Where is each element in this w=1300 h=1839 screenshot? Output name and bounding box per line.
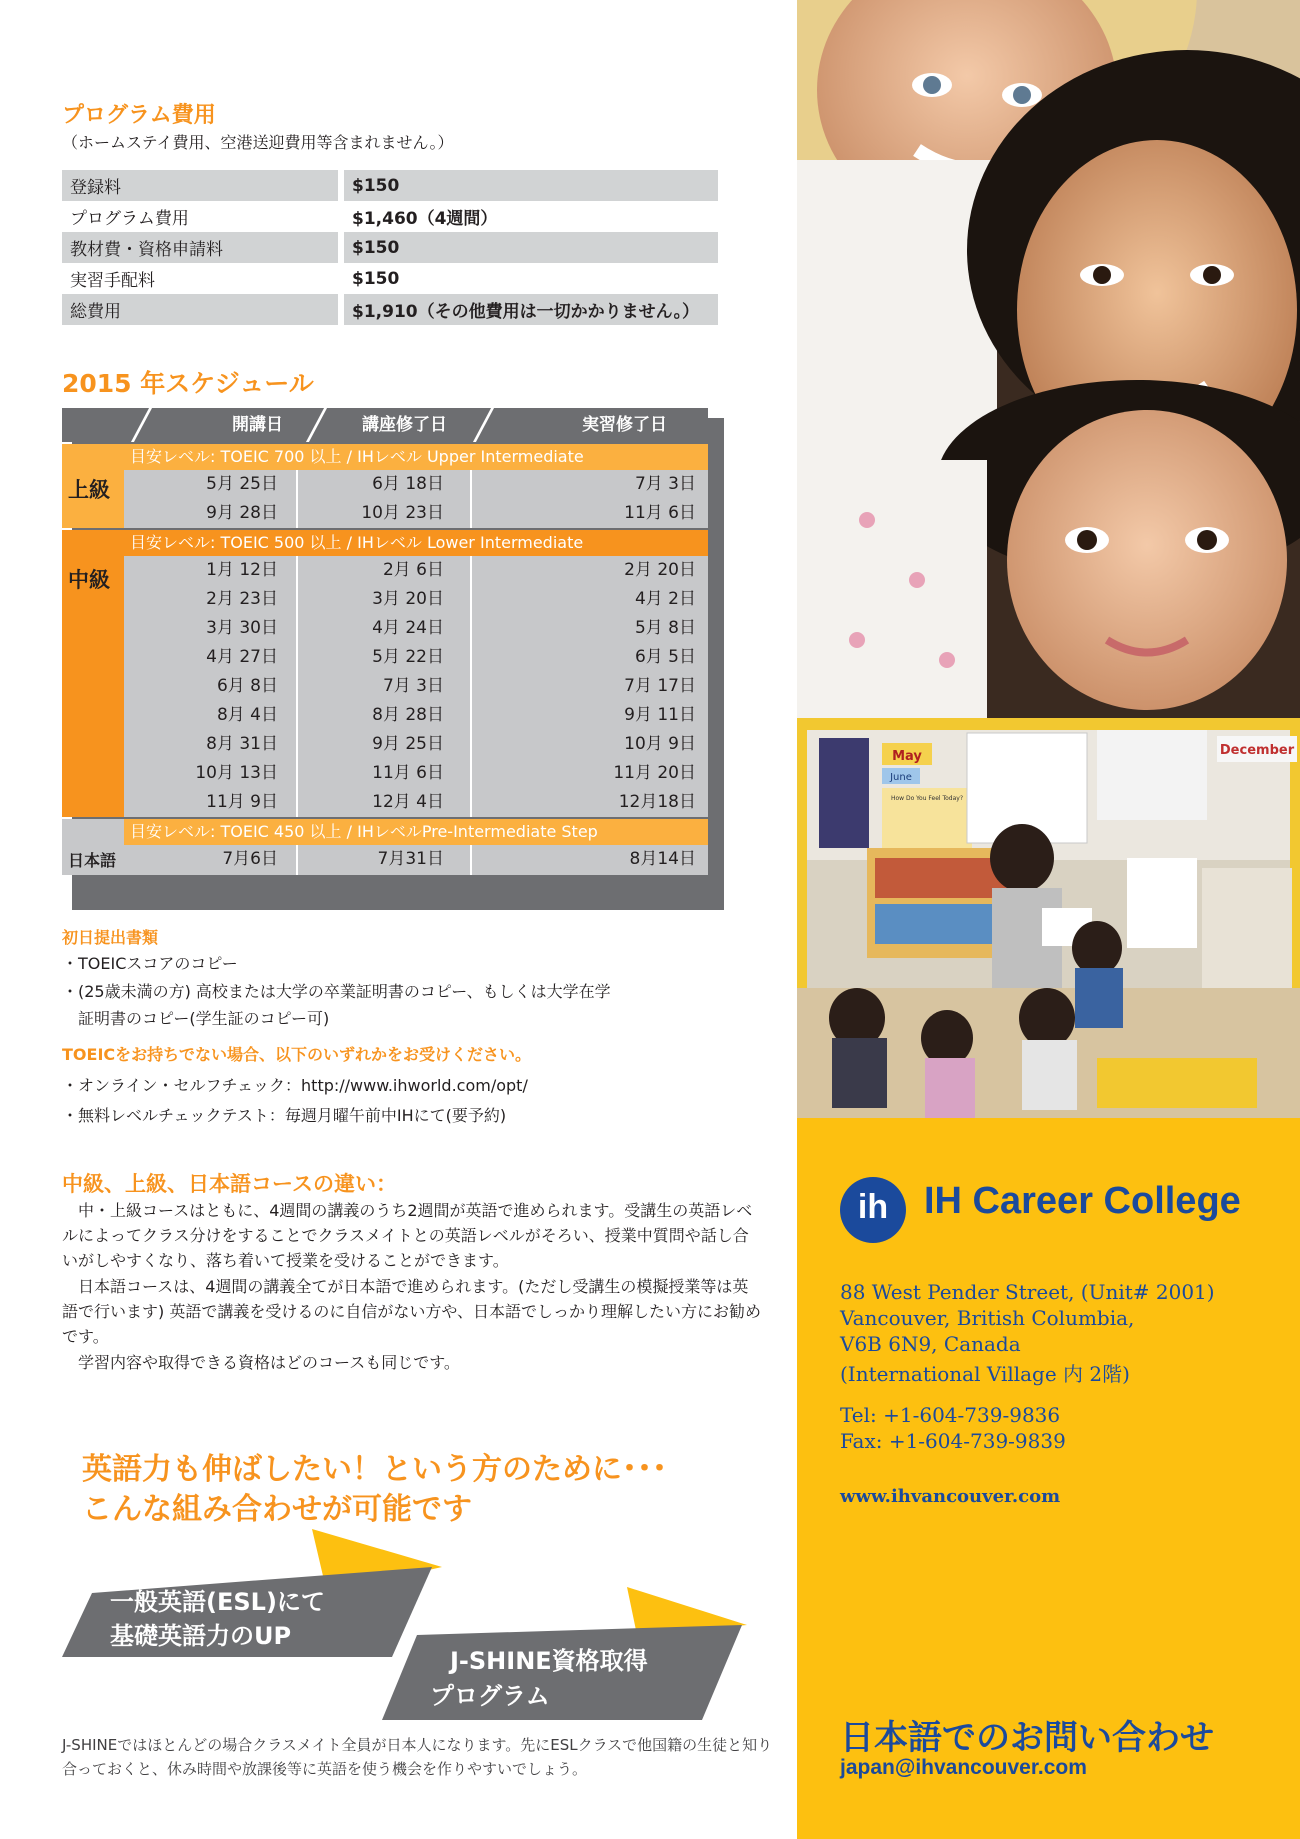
table-row xyxy=(124,759,708,788)
practicum-end-date: 11月 20日 xyxy=(613,763,696,783)
practicum-end-date: 6月 5日 xyxy=(634,647,696,667)
fee-value: $150 xyxy=(344,170,718,201)
fax: Fax: +1-604-739-9839 xyxy=(840,1429,1066,1453)
start-date: 4月 27日 xyxy=(206,647,278,667)
practicum-end-date: 7月 17日 xyxy=(624,676,696,696)
table-row xyxy=(124,701,708,730)
documents-title: 初日提出書類 xyxy=(62,928,159,947)
level-band: 目安レベル: TOEIC 700 以上 / IHレベル Upper Intermediate xyxy=(124,444,708,470)
start-date: 7月6日 xyxy=(222,849,278,869)
list-item: ・(25歳未満の方) 高校または大学の卒業証明書のコピー、もしくは大学在学 xyxy=(62,982,611,1001)
start-date: 10月 13日 xyxy=(195,763,278,783)
start-date: 1月 12日 xyxy=(206,560,278,580)
table-row xyxy=(124,845,708,874)
fee-label: 総費用 xyxy=(62,294,344,325)
table-row xyxy=(62,170,718,201)
address-line: V6B 6N9, Canada xyxy=(840,1332,1021,1356)
header-start: 開講日 xyxy=(232,415,283,435)
table-row xyxy=(62,232,718,263)
practicum-end-date: 11月 6日 xyxy=(624,503,696,523)
practicum-end-date: 12月18日 xyxy=(618,792,696,812)
lecture-end-date: 11月 6日 xyxy=(372,763,444,783)
lecture-end-date: 5月 22日 xyxy=(372,647,444,667)
schedule-title: 2015 年スケジュール xyxy=(62,369,314,398)
practicum-end-date: 7月 3日 xyxy=(634,474,696,494)
table-row xyxy=(62,201,718,232)
start-date: 8月 31日 xyxy=(206,734,278,754)
japanese-inquiry-title: 日本語でのお問い合わせ xyxy=(840,1718,1214,1758)
poster-may: May xyxy=(892,749,922,764)
level-label: 中級 xyxy=(68,568,110,592)
table-row xyxy=(62,294,718,325)
table-row xyxy=(124,730,708,759)
table-row xyxy=(124,788,708,817)
practicum-end-date: 8月14日 xyxy=(629,849,696,869)
lecture-end-date: 2月 6日 xyxy=(382,560,444,580)
fee-label: 実習手配料 xyxy=(62,263,344,294)
table-row xyxy=(124,556,708,585)
lecture-end-date: 10月 23日 xyxy=(361,503,444,523)
classroom-photo xyxy=(797,718,1300,1118)
fees-title: プログラム費用 xyxy=(62,103,216,128)
footnote: J-SHINEではほとんどの場合クラスメイト全員が日本人になります。先にESLクラスで他国籍の生徒と知り合っておくと、休み時間や放課後等に英語を使う機会を作りやすいでしょう。 xyxy=(62,1736,773,1778)
level-rows xyxy=(124,556,708,817)
practicum-end-date: 5月 8日 xyxy=(634,618,696,638)
arrow1-line2: 基礎英語力のUP xyxy=(110,1622,292,1650)
address-line: 88 West Pender Street, (Unit# 2001) xyxy=(840,1280,1215,1304)
address-line: Vancouver, British Columbia, xyxy=(840,1306,1135,1330)
fees-table xyxy=(62,170,718,325)
lecture-end-date: 12月 4日 xyxy=(372,792,444,812)
level-label: 日本語 xyxy=(68,851,117,870)
combo-heading-line1: 英語力も伸ばしたい！という方のために･･･ xyxy=(82,1452,667,1487)
poster-december: December xyxy=(1219,743,1295,758)
website-link[interactable]: www.ihvancouver.com xyxy=(840,1486,1061,1507)
level-rows xyxy=(124,845,708,875)
difference-paragraph: 学習内容や取得できる資格はどのコースも同じです。 xyxy=(62,1353,460,1372)
lecture-end-date: 9月 25日 xyxy=(372,734,444,754)
address-line: (International Village 内 2階) xyxy=(840,1362,1130,1386)
header-divider xyxy=(131,408,152,442)
level-label: 上級 xyxy=(68,478,110,502)
start-date: 3月 30日 xyxy=(206,618,278,638)
schedule-table xyxy=(62,408,718,904)
lecture-end-date: 6月 18日 xyxy=(372,474,444,494)
lecture-end-date: 7月31日 xyxy=(377,849,444,869)
brand-name: IH Career College xyxy=(924,1180,1241,1222)
children-photo xyxy=(797,0,1300,718)
table-row xyxy=(124,499,708,528)
level-intermediate xyxy=(62,530,124,817)
toeic-title: TOEICをお持ちでない場合、以下のいずれかをお受けください。 xyxy=(62,1045,531,1064)
table-row xyxy=(124,614,708,643)
table-row xyxy=(124,585,708,614)
practicum-end-date: 4月 2日 xyxy=(634,589,696,609)
fee-label: プログラム費用 xyxy=(62,201,344,232)
start-date: 11月 9日 xyxy=(206,792,278,812)
start-date: 2月 23日 xyxy=(206,589,278,609)
schedule-header xyxy=(62,408,708,442)
list-item: 証明書のコピー(学生証のコピー可) xyxy=(62,1009,330,1028)
header-practicum-end: 実習修了日 xyxy=(582,415,667,435)
header-divider xyxy=(306,408,327,442)
practicum-end-date: 10月 9日 xyxy=(624,734,696,754)
start-date: 8月 4日 xyxy=(216,705,278,725)
table-row xyxy=(124,470,708,499)
lecture-end-date: 8月 28日 xyxy=(372,705,444,725)
poster-june: June xyxy=(890,772,912,783)
fee-value: $1,460（4週間） xyxy=(352,209,498,229)
header-divider xyxy=(473,408,494,442)
difference-paragraph: 中・上級コースはともに、4週間の講義のうち2週間が英語で進められます。受講生の英語レベルによってクラス分けをすることでクラスメイトとの英語レベルがそろい、授業中質問や話し合いがしやすくなり、落ち着いて授業を受けることができます。 xyxy=(62,1201,753,1270)
japanese-email-link[interactable]: japan@ihvancouver.com xyxy=(840,1756,1087,1779)
level-advanced xyxy=(62,444,124,528)
start-date: 6月 8日 xyxy=(216,676,278,696)
list-item: ・無料レベルチェックテスト：毎週月曜午前中IHにて(要予約) xyxy=(62,1106,507,1125)
table-row xyxy=(62,263,718,294)
lecture-end-date: 7月 3日 xyxy=(382,676,444,696)
fees-note: （ホームステイ費用、空港送迎費用等含まれません。） xyxy=(62,133,454,152)
arrow2-line1: J-SHINE資格取得 xyxy=(450,1647,648,1675)
table-row xyxy=(124,643,708,672)
fee-value: $1,910（その他費用は一切かかりません。） xyxy=(344,294,718,325)
arrow1-line1: 一般英語(ESL)にて xyxy=(110,1588,325,1616)
fee-value: $150 xyxy=(352,268,400,289)
header-lecture-end: 講座修了日 xyxy=(362,415,447,435)
arrow2-line2: プログラム xyxy=(430,1682,550,1710)
practicum-end-date: 2月 20日 xyxy=(624,560,696,580)
start-date: 9月 28日 xyxy=(206,503,278,523)
level-band: 目安レベル: TOEIC 500 以上 / IHレベル Lower Intermediate xyxy=(124,530,708,556)
level-band: 目安レベル: TOEIC 450 以上 / IHレベルPre‐Intermediate Step xyxy=(124,819,708,845)
list-item: ・TOEICスコアのコピー xyxy=(62,954,238,973)
practicum-end-date: 9月 11日 xyxy=(624,705,696,725)
fee-value: $150 xyxy=(344,232,718,263)
list-item: ・オンライン・セルフチェック：http://www.ihworld.com/opt/ xyxy=(62,1076,528,1095)
fee-label: 教材費・資格申請料 xyxy=(62,232,344,263)
level-japanese xyxy=(62,819,124,875)
combo-heading-line2: こんな組み合わせが可能です xyxy=(82,1492,472,1527)
lecture-end-date: 3月 20日 xyxy=(372,589,444,609)
difference-title: 中級、上級、日本語コースの違い： xyxy=(62,1172,397,1196)
difference-paragraph: 日本語コースは、4週間の講義全てが日本語で進められます。(ただし受講生の模擬授業等は英語で行います) 英語で講義を受けるのに自信がない方や、日本語でしっかり理解したい方にお勧めです。 xyxy=(62,1277,762,1346)
tel: Tel: +1-604-739-9836 xyxy=(840,1403,1061,1427)
fee-label: 登録料 xyxy=(62,170,344,201)
table-row xyxy=(124,672,708,701)
level-rows xyxy=(124,470,708,528)
poster-feel: How Do You Feel Today? xyxy=(890,795,964,802)
start-date: 5月 25日 xyxy=(206,474,278,494)
ih-logo-icon: ih xyxy=(840,1177,906,1243)
lecture-end-date: 4月 24日 xyxy=(372,618,444,638)
